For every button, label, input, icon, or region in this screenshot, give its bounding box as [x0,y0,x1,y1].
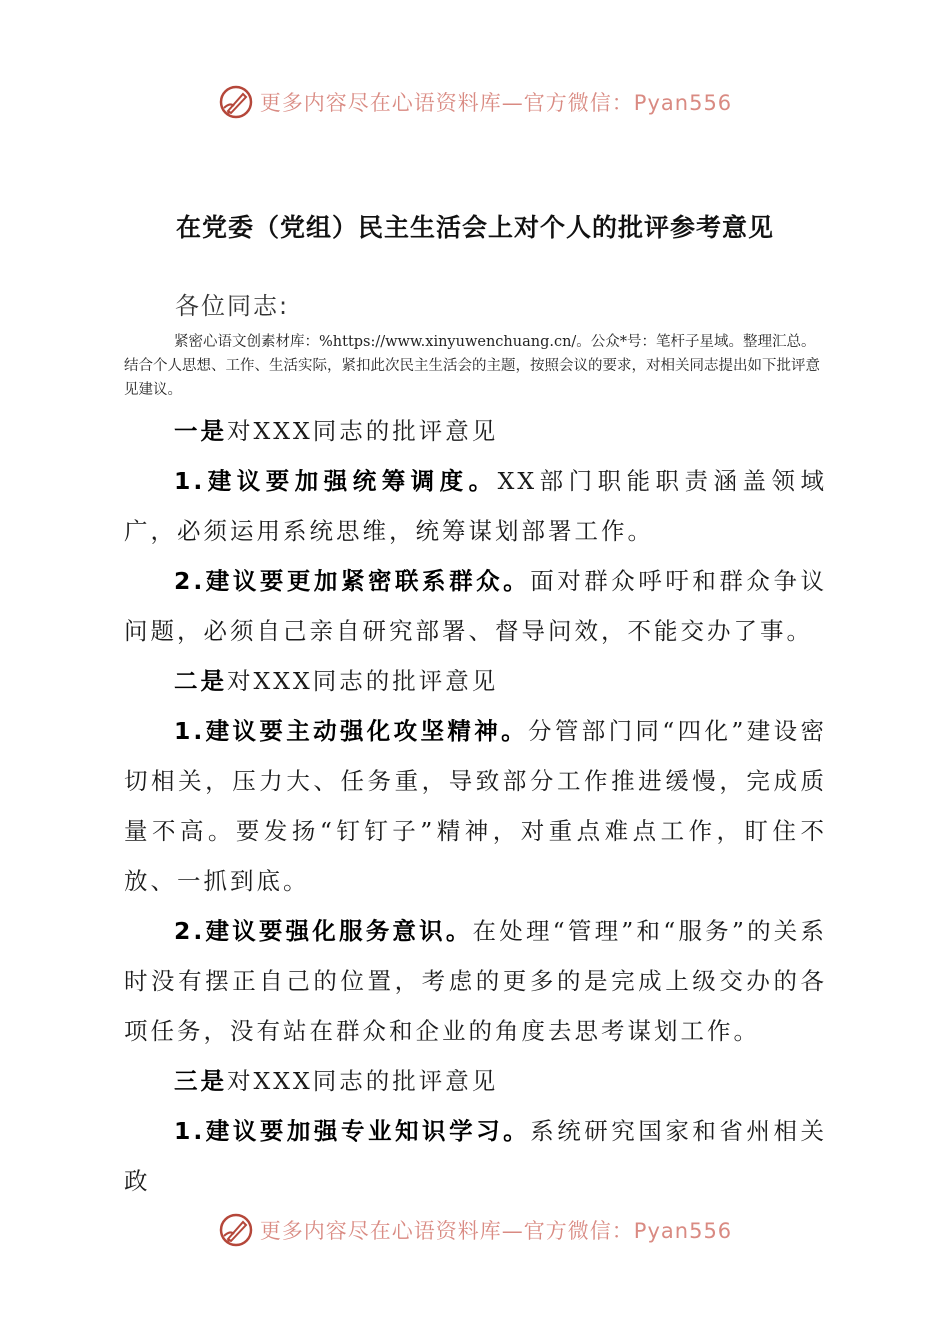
pen-logo-icon [218,1212,254,1248]
paragraph-lead: 1.建议要加强专业知识学习。 [174,1117,531,1145]
paragraph-text: 面对群众呼吁和群众争议问题，必须自己亲自研究部署、督导问效，不能交办了事。 [124,567,827,645]
banner-text: 更多内容尽在心语资料库—官方微信：Pyan556 [259,91,733,115]
section-heading-text: 对XXX同志的批评意见 [227,667,499,695]
paragraph-lead: 2.建议要强化服务意识。 [174,917,473,945]
section-heading [124,1056,827,1106]
document-body [124,406,827,1206]
paragraph-text: 系统研究国家和省州相关政 [124,1117,827,1195]
paragraph [124,456,827,556]
paragraph-text: XX部门职能职责涵盖领域广，必须运用系统思维，统筹谋划部署工作。 [124,467,827,545]
banner-text: 更多内容尽在心语资料库—官方微信：Pyan556 [259,1219,733,1243]
section-heading-text: 对XXX同志的批评意见 [227,1067,499,1095]
section-ordinal: 一是 [174,417,227,445]
section-heading [124,406,827,456]
section-ordinal: 三是 [174,1067,227,1095]
paragraph-text: 在处理“管理”和“服务”的关系时没有摆正自己的位置，考虑的更多的是完成上级交办的各项任务，没有站在群众和企业的角度去思考谋划工作。 [124,917,827,1045]
paragraph [124,706,827,906]
paragraph-lead: 1.建议要加强统筹调度。 [174,467,498,495]
paragraph [124,906,827,1056]
greeting: 各位同志: [175,292,290,320]
source-note: 紧密心语文创素材库：%https://www.xinyuwenchuang.cn/。公众*号：笔杆子星域。整理汇总。结合个人思想、工作、生活实际，紧扣此次民主生活会的主题，按照会议的要求，对相关同志提出如下批评意见建议。 [124,334,820,398]
document-title: 在党委（党组）民主生活会上对个人的批评参考意见 [175,213,774,242]
section-heading-text: 对XXX同志的批评意见 [227,417,499,445]
paragraph [124,1106,827,1206]
pen-logo-icon [218,84,254,120]
footer-banner [0,1210,950,1250]
paragraph-lead: 2.建议要更加紧密联系群众。 [174,567,531,595]
section-heading [124,656,827,706]
header-banner [0,82,950,122]
section-ordinal: 二是 [174,667,227,695]
paragraph [124,556,827,656]
paragraph-text: 分管部门同“四化”建设密切相关，压力大、任务重，导致部分工作推进缓慢，完成质量不高。要发扬“钉钉子”精神，对重点难点工作，盯住不放、一抓到底。 [124,717,827,895]
paragraph-lead: 1.建议要主动强化攻坚精神。 [174,717,528,745]
